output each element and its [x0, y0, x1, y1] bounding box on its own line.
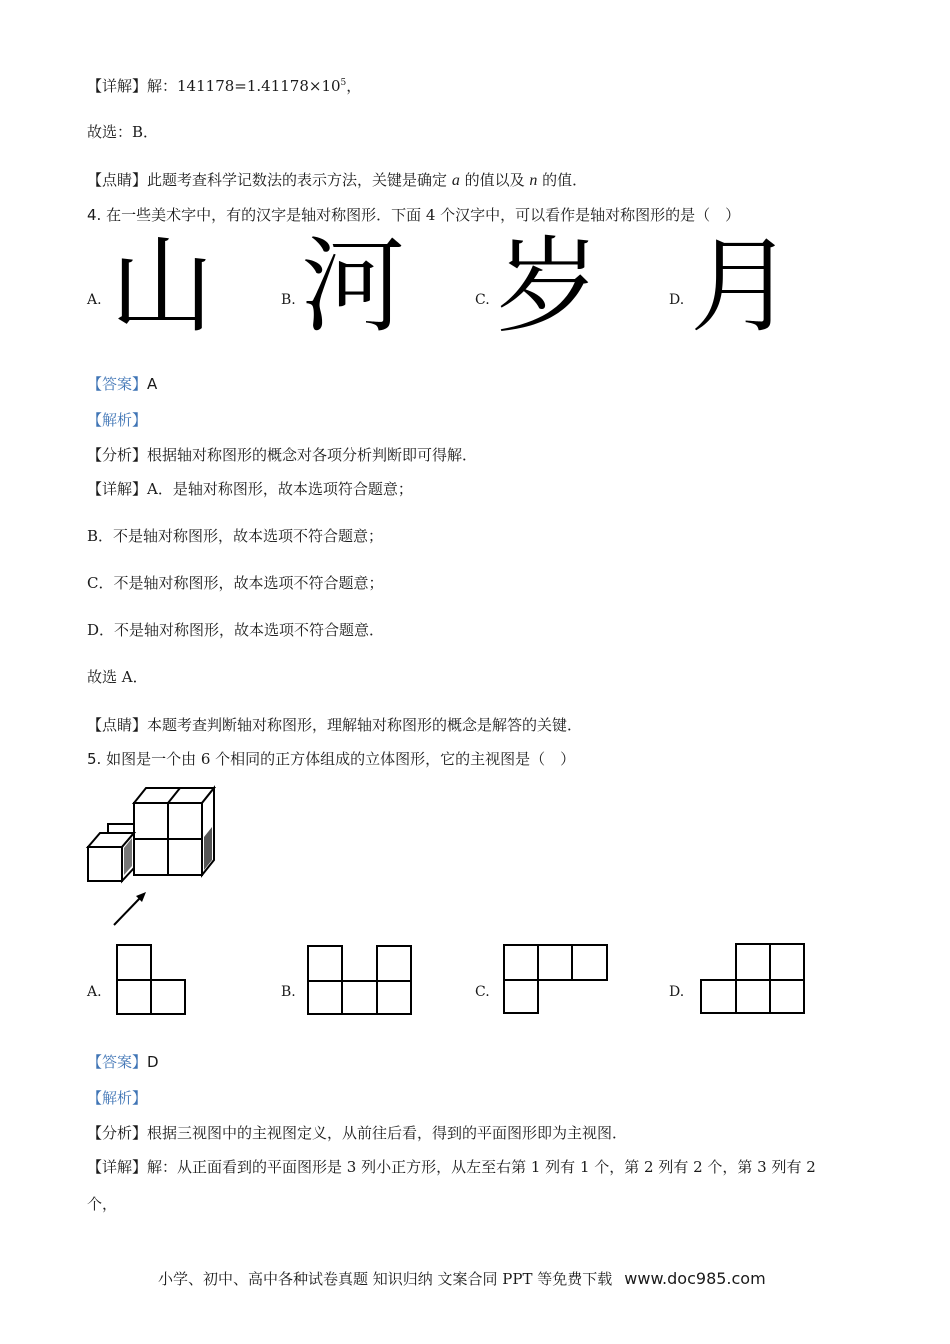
q5-option-c-figure [503, 944, 610, 1016]
q3-comment-text-c: 的值． [542, 171, 588, 189]
q5-analysis-tag: 【解析】 [87, 1089, 148, 1107]
q3-detail-suffix: ， [346, 77, 362, 95]
q3-choice: 故选：B． [87, 123, 159, 141]
q4-detail-b: B．不是轴对称图形，故本选项不符合题意； [87, 527, 384, 545]
q4-stem-line [87, 205, 740, 225]
q4-answer: A [147, 375, 158, 393]
q5-answer: D [147, 1053, 159, 1071]
footer-text: 小学、初中、高中各种试卷真题 知识归纳 文案合同 PPT 等免费下载 [158, 1270, 613, 1288]
q3-comment-text-a: 此题考查科学记数法的表示方法，关键是确定 [147, 171, 448, 189]
q4-detail-a-line [87, 479, 413, 499]
q5-fenxi-line [87, 1123, 627, 1143]
q4-answer-line [87, 374, 157, 394]
q5-option-b-figure [307, 945, 414, 1017]
q4-comment: 本题考查判断轴对称图形，理解轴对称图形的概念是解答的关键． [147, 716, 583, 734]
q4-detail-c: C．不是轴对称图形，故本选项不符合题意； [87, 574, 384, 592]
q4-fenxi: 根据轴对称图形的概念对各项分析判断即可得解． [147, 446, 478, 464]
q5-option-d-figure [700, 943, 807, 1017]
var-n: n [529, 172, 538, 189]
q4-option-d-label: D. [669, 292, 685, 308]
comment-tag: 【点睛】 [87, 716, 148, 734]
fenxi-tag: 【分析】 [87, 446, 148, 464]
q5-option-a-label: A. [87, 984, 102, 1000]
answer-tag: 【答案】 [87, 1053, 148, 1071]
detail-tag: 【详解】 [87, 480, 148, 498]
q4-comment-line [87, 715, 582, 735]
q5-number: 5. [87, 750, 102, 768]
q5-detail-line1: 解：从正面看到的平面图形是 3 列小正方形，从左至右第 1 列有 1 个，第 2 列有 2 个，第 3 列有 2 [147, 1158, 816, 1176]
q3-exponent: 5 [340, 78, 347, 88]
q5-option-a-figure [116, 944, 188, 1016]
q4-fenxi-line [87, 445, 477, 465]
q3-comment-text-b: 的值以及 [464, 171, 525, 189]
q3-detail-line [87, 76, 361, 96]
q4-option-a-label: A. [87, 292, 102, 308]
q5-option-b-label: B. [281, 984, 296, 1000]
q4-choice: 故选 A． [87, 668, 148, 686]
comment-tag: 【点睛】 [87, 171, 148, 189]
q4-analysis-tag: 【解析】 [87, 411, 148, 429]
q5-stem: 如图是一个由 6 个相同的正方体组成的立体图形，它的主视图是（ ） [106, 750, 576, 768]
q4-option-c-label: C. [475, 292, 490, 308]
q4-number: 4. [87, 206, 102, 224]
q4-option-c-char: 岁 [496, 225, 601, 347]
q4-option-b-char: 河 [301, 225, 406, 347]
view-direction-arrow-icon [114, 892, 146, 925]
q5-fenxi: 根据三视图中的主视图定义，从前往后看，得到的平面图形即为主视图． [147, 1124, 628, 1142]
q5-option-c-label: C. [475, 984, 490, 1000]
q5-detail-line [87, 1157, 816, 1177]
var-a: a [451, 172, 460, 189]
q3-detail-text: 解：141178=1.41178×10 [147, 77, 341, 95]
q5-option-d-label: D. [669, 984, 685, 1000]
answer-tag: 【答案】 [87, 375, 148, 393]
q5-stem-line [87, 749, 575, 769]
q5-detail-line2: 个， [87, 1195, 118, 1213]
detail-tag: 【详解】 [87, 77, 148, 95]
q4-stem: 在一些美术字中，有的汉字是轴对称图形．下面 4 个汉字中，可以看作是轴对称图形的是（ ） [106, 206, 741, 224]
q4-detail-d: D．不是轴对称图形，故本选项不符合题意． [87, 621, 385, 639]
q5-answer-line [87, 1052, 159, 1072]
footer-url-link[interactable]: www.doc985.com [624, 1269, 766, 1288]
detail-tag: 【详解】 [87, 1158, 148, 1176]
q4-option-b-label: B. [281, 292, 296, 308]
q4-option-a-char: 山 [110, 225, 215, 347]
q4-option-d-char: 月 [690, 225, 795, 347]
fenxi-tag: 【分析】 [87, 1124, 148, 1142]
cube-figure [86, 786, 221, 931]
page-footer [158, 1268, 766, 1289]
q3-comment-line [87, 170, 587, 191]
q4-detail-a: A．是轴对称图形，故本选项符合题意； [147, 480, 413, 498]
